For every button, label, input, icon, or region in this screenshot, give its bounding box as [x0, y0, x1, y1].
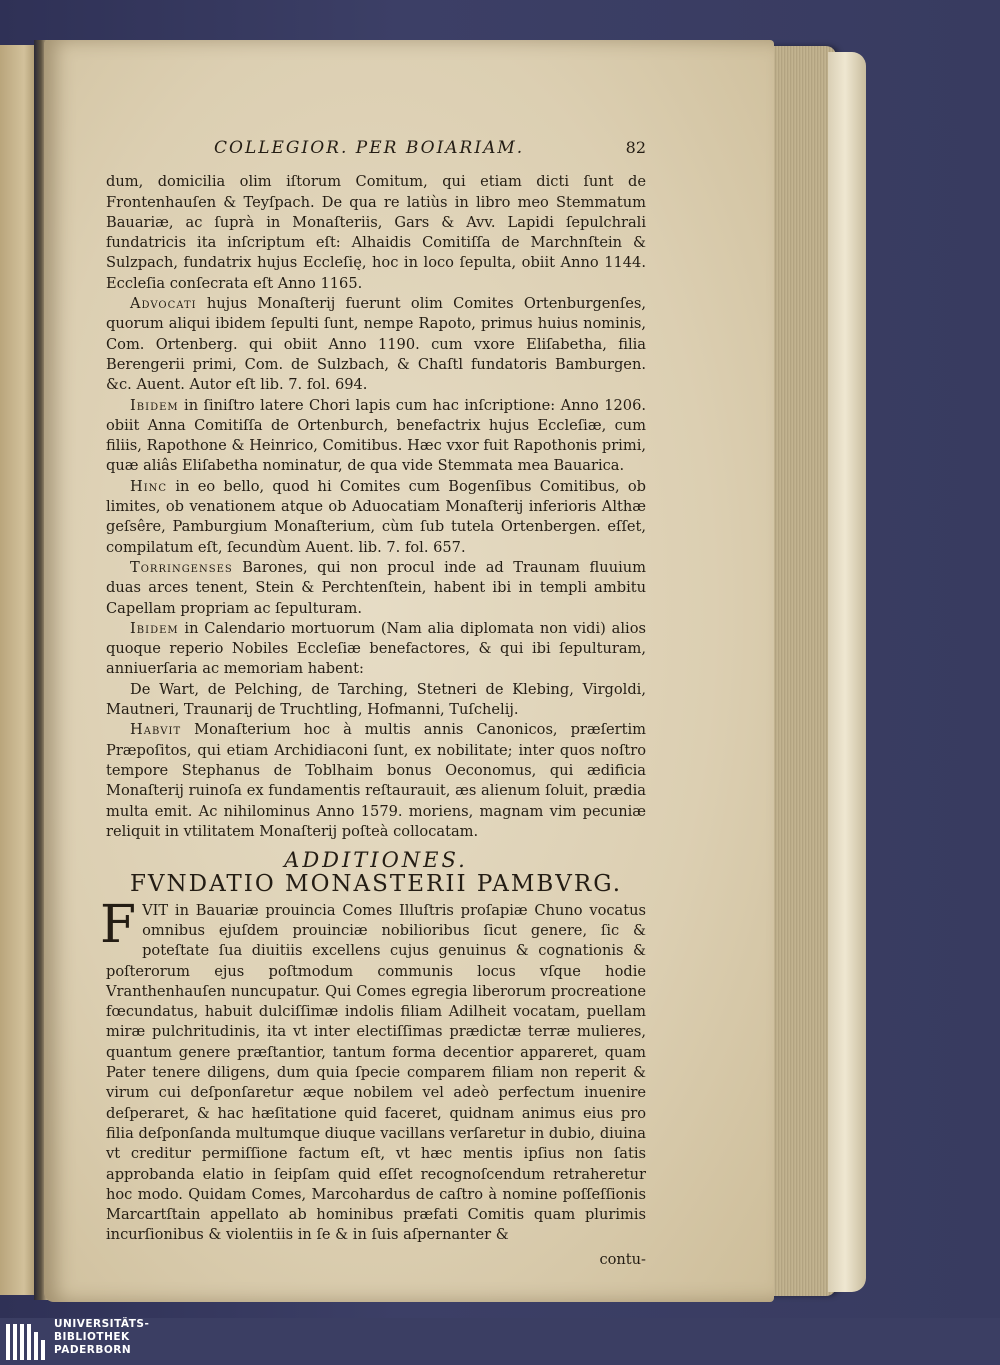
- library-line-1: UNIVERSITÄTS-: [54, 1318, 150, 1330]
- library-line-3: PADERBORN: [54, 1344, 132, 1356]
- library-logo-icon: [4, 1320, 48, 1364]
- paragraph: dum, domicilia olim iſtorum Comitum, qui etiam dicti ſunt de Frontenhauſen & Teyſpach. De qua re latiùs in libro meo Stemmatum Bauariæ, ac ſuprà in Monaſteriis, Gars & Avv. Lapidi ſepulchrali fundatricis ita inſcriptum eſt: Alhaidis Comitiſſa de Marchnſtein & Sulzpach, fundatrix hujus Eccleſię, hoc in loco ſepulta, obiit Anno 1144. Eccleſia conſecrata eſt Anno 1165.: [106, 173, 646, 292]
- paragraph: Ibidem in Calendario mortuorum (Nam alia diplomata non vidi) alios quoque reperio Nobiles Eccleſiæ benefactores, & qui ibi ſepulturam, anniuerſaria ac memoriam habent:: [106, 619, 646, 678]
- paragraph: Hinc in eo bello, quod hi Comites cum Bogenſibus Comitibus, ob limites, ob venationem atque ob Aduocatiam Monaſterij inferioris Althæ geſsêre, Pamburgium Monaſterium, cùm ſub tutela Ortenbergen. eſſet, compilatum eſt, ſecundùm Auent. lib. 7. fol. 657.: [106, 477, 646, 556]
- drop-capital: F: [100, 894, 137, 955]
- paragraph: Habvit Monaſterium hoc à multis annis Canonicos, præſertim Præpoſitos, qui etiam Archidiaconi ſunt, ex nobilitate; inter quos noſtro tempore Stephanus de Toblhaim bonus Oeconomus, qui ædificia Monaſterij ruinoſa ex fundamentis reſtaurauit, æs alienum ſoluit, prædia multa emit. Ac nihilominus Anno 1579. moriens, magnam vim pecuniæ reliquit in vtilitatem Monaſterij poſteà collocatam.: [106, 721, 646, 840]
- page-fore-edge: [766, 46, 836, 1296]
- catchword: contu-: [599, 1250, 646, 1268]
- section-heading: ADDITIONES.: [284, 848, 468, 873]
- library-name: [54, 1318, 149, 1357]
- paragraph: Advocati hujus Monaſterij fuerunt olim Comites Ortenburgenſes, quorum aliqui ibidem ſepulti ſunt, nempe Rapoto, primus huius nominis, Com. Ortenberg. qui obiit Anno 1190. cum vxore Eliſabetha, filia Berengerii primi, Com. de Sulzbach, & Chaſtl fundatoris Bamburgen. &c. Auent. Autor eſt lib. 7. fol. 694.: [106, 295, 646, 394]
- library-line-2: BIBLIOTHEK: [54, 1331, 130, 1343]
- book-cover-edge: [828, 52, 866, 1292]
- paragraph: Torringenses Barones, qui non procul inde ad Traunam fluuium duas arces tenent, Stein & Perchtenſtein, habent ibi in templi ambitu Capellam propriam ac ſepulturam.: [106, 558, 646, 617]
- page-number: 82: [625, 138, 646, 157]
- running-head-title: COLLEGIOR. PER BOIARIAM.: [214, 138, 525, 158]
- paragraph: De Wart, de Pelching, de Tarching, Stetneri de Klebing, Virgoldi, Mautneri, Traunarij de Truchtling, Hofmanni, Tuſchelij.: [106, 680, 646, 719]
- additiones-body: [100, 894, 646, 1246]
- running-head: [106, 138, 646, 158]
- paragraph: VIT in Bauariæ prouincia Comes Illuſtris proſapiæ Chuno vocatus omnibus ejuſdem prouinciæ nobilioribus ſicut genere, ſic & poteſtate ſua diuitiis excellens cujus genuinus & cognationis & poſterorum ejus poſtmodum communis locus vſque hodie Vranthenhauſen nuncupatur. Qui Comes egregia liberorum procreatione fœcundatus, habuit dulciſſimæ indolis filiam Adilheit vocatam, puellam miræ pulchritudinis, ita vt inter electiſſimas prædictæ terræ mulieres, quantum genere præſtantior, tantum forma decentior appareret, quam Pater tenere diligens, dum quia ſpecie comparem filiam non reperit & virum cui deſponſaretur æque nobilem vel adeò perfectum inuenire deſperaret, & hac hæſitatione quid faceret, quidnam animus eius pro filia deſponſanda multumque diuque vacillans verſaretur in dubio, diuina vt creditur permiſſione factum eſt, vt hæc mentis ipſius non ſatis approbanda elatio in ſeipſam quid eſſet recognoſcendum retraheretur hoc modo. Quidam Comes, Marcohardus de caſtro à nomine poſſeſſionis Marcartſtain appellato ab hominibus præfati Comitis quam plurimis incurſionibus & violentiis in ſe & in ſuis aſpernanter &: [106, 901, 646, 1244]
- chapter-title: FVNDATIO MONASTERII PAMBVRG.: [129, 871, 623, 898]
- footer-bar: [0, 1318, 1000, 1365]
- paragraph: Ibidem in ſiniſtro latere Chori lapis cum hac inſcriptione: Anno 1206. obiit Anna Comitiſſa de Ortenburch, benefactrix hujus Eccleſiæ, cum filiis, Rapothone & Heinrico, Comitibus. Hæc vxor fuit Rapothonis primi, quæ aliâs Eliſabetha nominatur, de qua vide Stemmata mea Bauarica.: [106, 396, 646, 475]
- page-text: [100, 138, 646, 1270]
